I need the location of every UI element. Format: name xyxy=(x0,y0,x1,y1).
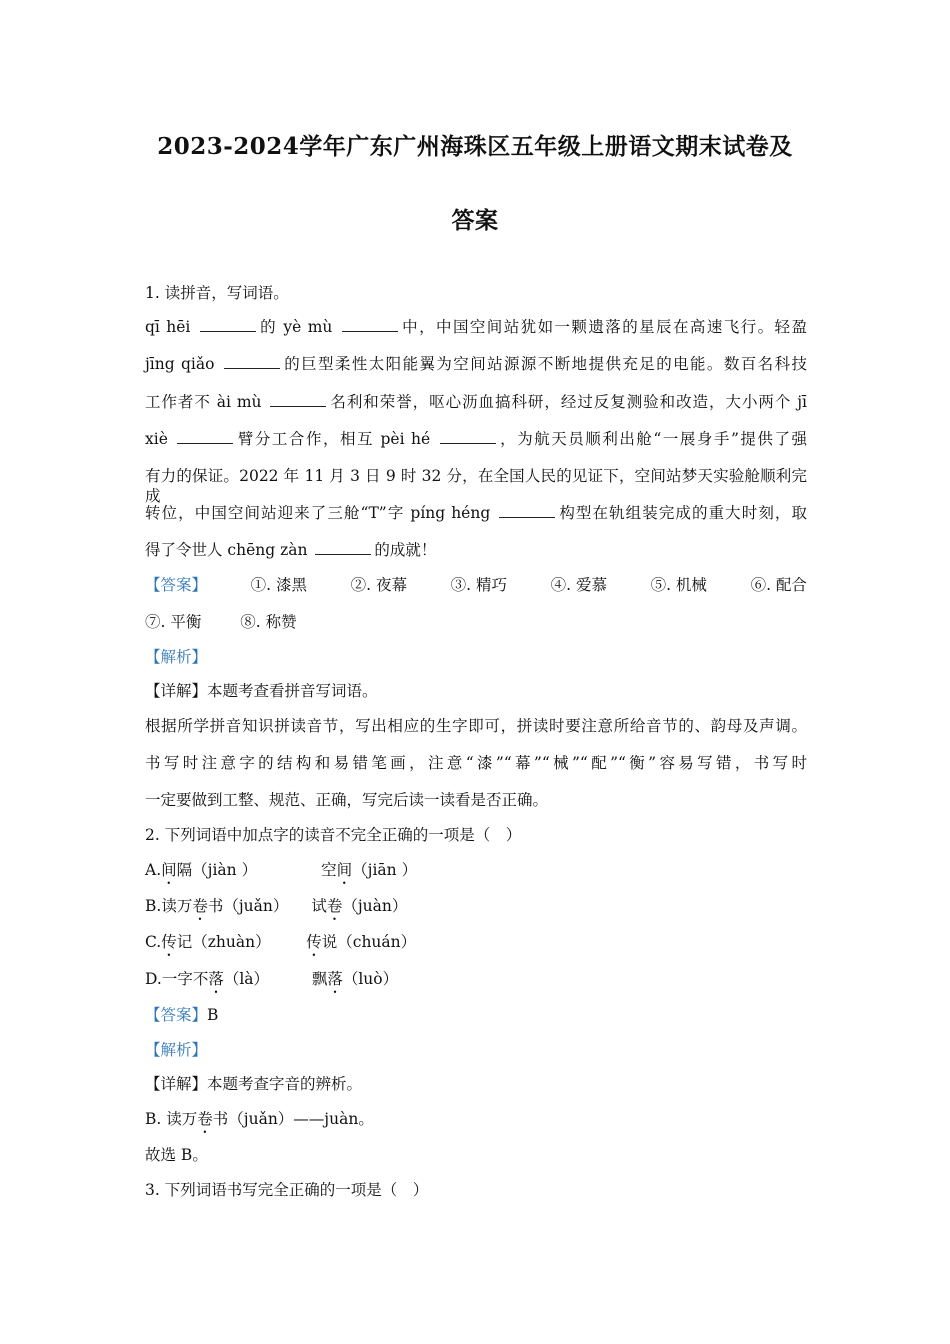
question-2-answer xyxy=(145,1005,807,1025)
word-part: 读万 xyxy=(166,1110,198,1128)
pinyin: （juàn） xyxy=(342,897,408,915)
word-part: 记 xyxy=(176,933,193,951)
passage-text: 工作者不 ài mù xyxy=(145,393,268,411)
passage-text: 臂分工合作，相互 pèi hé xyxy=(236,430,437,448)
passage-text: 名利和荣誉，呕心沥血搞科研，经过反复测验和改造，大小两个 jī xyxy=(329,393,807,411)
option-letter: D. xyxy=(145,970,162,988)
option-letter: C. xyxy=(145,933,162,951)
word-part: 书 xyxy=(212,1110,229,1128)
option-letter: B. xyxy=(145,1110,167,1128)
passage-text: 的 yè mù xyxy=(258,318,339,336)
answer-blank[interactable] xyxy=(200,317,256,332)
pinyin: （là） xyxy=(223,970,270,988)
passage-text: 的巨型柔性太阳能翼为空间站源源不断地提供充足的电能。数百名科技 xyxy=(282,355,807,373)
word-2 xyxy=(311,896,407,924)
option-a xyxy=(145,860,807,888)
question-2-explanation xyxy=(145,1109,807,1137)
answer-item: ③. 精巧 xyxy=(450,576,507,594)
word-part: 说 xyxy=(321,933,338,951)
option-c xyxy=(145,932,807,960)
answer-value: B xyxy=(207,1006,219,1024)
word-part: 飘 xyxy=(311,970,328,988)
answer-item: ④. 爱慕 xyxy=(550,576,607,594)
word xyxy=(311,896,342,924)
option-letter: A. xyxy=(145,861,162,879)
dotted-character: 传 xyxy=(306,933,322,951)
answer-item: ①. 漆黑 xyxy=(250,576,307,594)
word xyxy=(306,932,337,960)
pinyin-correction: （juǎn）——juàn。 xyxy=(228,1110,374,1128)
question-2-analysis-label: 【解析】 xyxy=(145,1041,208,1059)
pinyin: （luò） xyxy=(342,970,399,988)
answer-blank[interactable] xyxy=(177,429,233,444)
word xyxy=(321,860,352,888)
answer-blank[interactable] xyxy=(270,392,326,407)
word-1 xyxy=(161,896,311,924)
dotted-character: 卷 xyxy=(197,1110,213,1128)
answer-blank[interactable] xyxy=(342,317,398,332)
answer-blank[interactable] xyxy=(315,540,371,555)
word-1 xyxy=(161,932,306,960)
word xyxy=(161,896,223,924)
dotted-character: 传 xyxy=(161,933,177,951)
question-1-analysis-label: 【解析】 xyxy=(145,648,208,666)
question-2-conclusion: 故选 B。 xyxy=(145,1146,208,1164)
explanation-line: 一定要做到工整、规范、正确，写完后读一读看是否正确。 xyxy=(145,791,549,809)
document-title-line-1: 2023-2024学年广东广州海珠区五年级上册语文期末试卷及 xyxy=(157,133,793,160)
word-2 xyxy=(321,860,417,888)
passage-text: 的成就！ xyxy=(374,541,437,559)
pinyin: （chuán） xyxy=(337,933,417,951)
passage-line xyxy=(145,540,807,560)
passage-text: qī hēi xyxy=(145,318,197,336)
dotted-character: 卷 xyxy=(326,897,343,915)
word-part: 读万 xyxy=(161,897,193,915)
word xyxy=(161,932,192,960)
pinyin: （juǎn） xyxy=(223,897,289,915)
answer-label: 【答案】 xyxy=(145,1006,208,1024)
answer-item: ⑧. 称赞 xyxy=(240,613,297,631)
word xyxy=(312,969,343,997)
question-3-prompt: 3. 下列词语书写完全正确的一项是（ ） xyxy=(145,1181,429,1199)
passage-text: 构型在轨组装完成的重大时刻，取 xyxy=(558,504,807,522)
word xyxy=(162,969,224,997)
passage-line xyxy=(145,354,807,374)
answer-item: ⑤. 机械 xyxy=(650,576,707,594)
question-1-answer-row-1 xyxy=(145,575,807,595)
dotted-character: 间 xyxy=(336,861,353,879)
passage-text: 得了令世人 chēng zàn xyxy=(145,541,313,559)
question-1-answer-row-2 xyxy=(145,612,807,632)
passage-text: xiè xyxy=(145,430,175,448)
question-2-detail: 【详解】本题考查字音的辨析。 xyxy=(145,1075,363,1093)
question-2-prompt: 2. 下列词语中加点字的读音不完全正确的一项是（ ） xyxy=(145,826,522,844)
dotted-character: 落 xyxy=(208,970,224,988)
word-1 xyxy=(161,860,321,888)
passage-line xyxy=(145,429,807,449)
word-part: 隔 xyxy=(176,861,193,879)
pinyin: （zhuàn） xyxy=(192,933,271,951)
passage-text: ，为航天员顺利出舱“一展身手”提供了强 xyxy=(498,430,807,448)
dotted-character: 间 xyxy=(161,861,177,879)
answer-blank[interactable] xyxy=(440,429,496,444)
answer-item: ⑦. 平衡 xyxy=(145,613,202,631)
dotted-character: 卷 xyxy=(192,897,208,915)
answer-item: ②. 夜幕 xyxy=(350,576,407,594)
dotted-character: 落 xyxy=(327,970,343,988)
passage-text: 转位，中国空间站迎来了三舱“T”字 píng héng xyxy=(145,504,497,522)
pinyin: （jiàn ） xyxy=(192,861,258,879)
passage-line xyxy=(145,392,807,412)
passage-line xyxy=(145,317,807,337)
passage-line xyxy=(145,466,807,505)
question-1-prompt: 1. 读拼音，写词语。 xyxy=(145,284,289,302)
document-title-line-2: 答案 xyxy=(451,207,499,234)
answer-item: ⑥. 配合 xyxy=(750,576,807,594)
explanation-line: 根据所学拼音知识拼读音节，写出相应的生字即可，拼读时要注意所给音节的、韵母及声调。 xyxy=(145,717,807,735)
passage-line xyxy=(145,503,807,523)
word xyxy=(166,1110,228,1128)
option-letter: B. xyxy=(145,897,162,915)
question-1-detail: 【详解】本题考查看拼音写词语。 xyxy=(145,682,378,700)
word-part: 一字不 xyxy=(161,970,209,988)
option-b xyxy=(145,896,807,924)
word-2 xyxy=(306,932,416,960)
word xyxy=(161,860,192,888)
option-d xyxy=(145,969,807,997)
word-part: 书 xyxy=(207,897,224,915)
pinyin: （jiān ） xyxy=(352,861,418,879)
answer-blank[interactable] xyxy=(499,503,555,518)
answer-blank[interactable] xyxy=(224,354,280,369)
word-1 xyxy=(162,969,312,997)
passage-text: 中，中国空间站犹如一颗遗落的星辰在高速飞行。轻盈 xyxy=(400,318,807,336)
word-2 xyxy=(312,969,398,997)
explanation-line: 书写时注意字的结构和易错笔画，注意“漆”“幕”“械”“配”“衡”容易写错，书写时 xyxy=(145,754,807,772)
word-part: 空 xyxy=(321,861,337,879)
word-part: 试 xyxy=(311,897,327,915)
passage-text: 有力的保证。2022 年 11 月 3 日 9 时 32 分，在全国人民的见证下，空间站梦天实验舱顺利完成 xyxy=(145,467,807,505)
passage-text: jīng qiǎo xyxy=(145,355,221,373)
answer-label: 【答案】 xyxy=(145,576,208,594)
